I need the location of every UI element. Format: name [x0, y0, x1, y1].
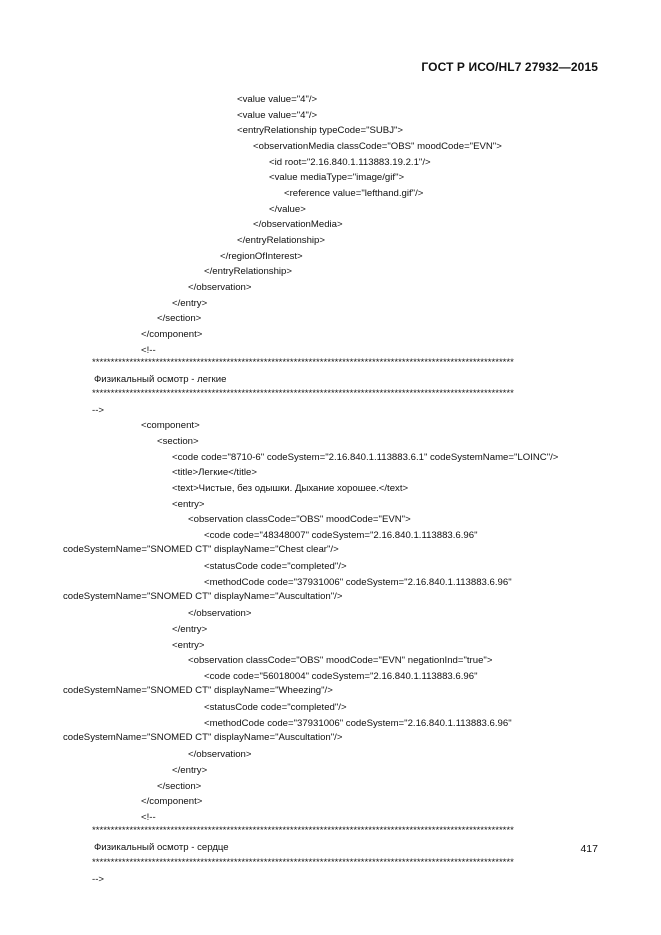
code-line: codeSystemName="SNOMED CT" displayName="Auscultation"/> [63, 732, 343, 743]
page-number: 417 [580, 843, 598, 855]
code-line: <entry> [172, 499, 205, 510]
code-line: <component> [141, 420, 200, 431]
comment-text: Физикальный осмотр - легкие [94, 374, 227, 385]
code-line: <value value="4"/> [237, 94, 318, 105]
code-line: codeSystemName="SNOMED CT" displayName="Chest clear"/> [63, 544, 339, 555]
code-line: <observationMedia classCode="OBS" moodCode="EVN"> [253, 141, 502, 152]
code-line: <!-- [141, 345, 156, 356]
code-line: </observation> [188, 749, 252, 760]
code-line: </section> [157, 313, 202, 324]
code-line: <statusCode code="completed"/> [204, 702, 347, 713]
code-line: </observation> [188, 608, 252, 619]
code-line: <title>Легкие</title> [172, 467, 257, 478]
code-line: </entry> [172, 765, 208, 776]
code-line: <code code="48348007" codeSystem="2.16.840.1.113883.6.96" [204, 530, 478, 541]
code-line: </value> [269, 204, 306, 215]
code-line: codeSystemName="SNOMED CT" displayName="Wheezing"/> [63, 685, 333, 696]
code-line: <id root="2.16.840.1.113883.19.2.1"/> [269, 157, 431, 168]
code-line: <entryRelationship typeCode="SUBJ"> [237, 125, 404, 136]
code-line: <reference value="lefthand.gif"/> [284, 188, 424, 199]
code-line: <statusCode code="completed"/> [204, 561, 347, 572]
code-line: <code code="8710-6" codeSystem="2.16.840.1.113883.6.1" codeSystemName="LOINC"/> [172, 452, 559, 463]
comment-separator: ***************************************************************************************************************** [92, 357, 514, 368]
code-line: codeSystemName="SNOMED CT" displayName="Auscultation"/> [63, 591, 343, 602]
code-line: </entry> [172, 298, 208, 309]
code-line: --> [92, 405, 104, 416]
code-line: <methodCode code="37931006" codeSystem="2.16.840.1.113883.6.96" [204, 718, 512, 729]
code-line: </regionOfInterest> [220, 251, 303, 262]
code-line: <methodCode code="37931006" codeSystem="2.16.840.1.113883.6.96" [204, 577, 512, 588]
comment-separator: ***************************************************************************************************************** [92, 825, 514, 836]
code-line: </entryRelationship> [204, 266, 292, 277]
comment-separator: ***************************************************************************************************************** [92, 388, 514, 399]
code-line: </section> [157, 781, 202, 792]
code-line: </component> [141, 329, 203, 340]
code-line: <entry> [172, 640, 205, 651]
page-header: ГОСТ Р ИСО/HL7 27932—2015 [421, 60, 598, 74]
code-line: </entryRelationship> [237, 235, 325, 246]
code-line: <value value="4"/> [237, 110, 318, 121]
code-line: <section> [157, 436, 199, 447]
code-line: <observation classCode="OBS" moodCode="EVN"> [188, 514, 411, 525]
comment-text: Физикальный осмотр - сердце [94, 842, 229, 853]
code-line: <observation classCode="OBS" moodCode="EVN" negationInd="true"> [188, 655, 493, 666]
code-line: <!-- [141, 812, 156, 823]
code-line: <value mediaType="image/gif"> [269, 172, 405, 183]
code-line: </component> [141, 796, 203, 807]
code-line: </observationMedia> [253, 219, 343, 230]
code-line: <text>Чистые, без одышки. Дыхание хорошее.</text> [172, 483, 409, 494]
comment-separator: ***************************************************************************************************************** [92, 857, 514, 868]
code-line: </entry> [172, 624, 208, 635]
code-line: --> [92, 874, 104, 885]
code-line: </observation> [188, 282, 252, 293]
code-line: <code code="56018004" codeSystem="2.16.840.1.113883.6.96" [204, 671, 478, 682]
